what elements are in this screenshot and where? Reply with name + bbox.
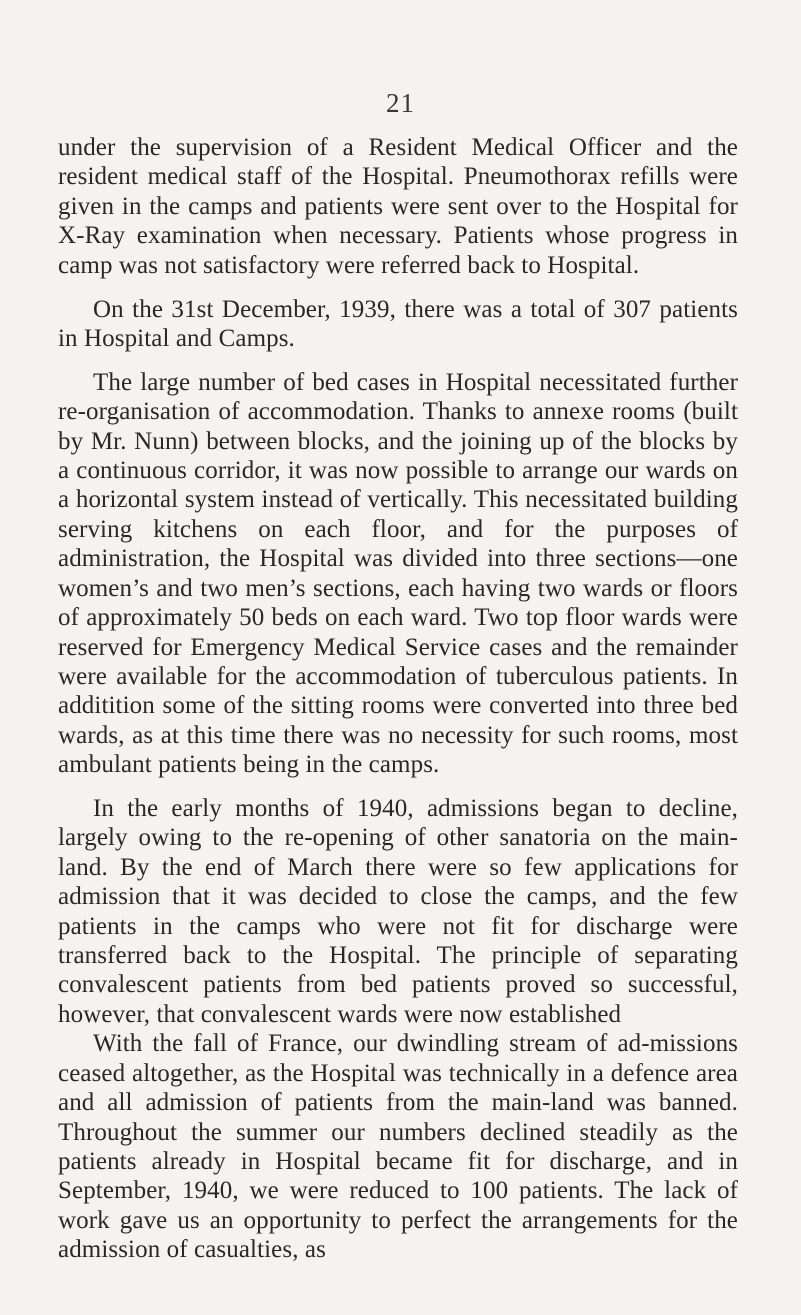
paragraph-2: On the 31st December, 1939, there was a total of 307 patients in Hospital and Camps.: [58, 295, 738, 352]
page-number: 21: [386, 88, 415, 118]
body-text: [58, 133, 738, 1265]
paragraph-1: under the supervision of a Resident Medical Officer and the resident medical staff of the Hospital. Pneumothorax refills were given in the camps and patients were sent over to the Hospital for X-Ray examination when necessary. Patients whose progress in camp was not satisfactory were referred back to Hospital.: [58, 134, 738, 279]
paragraph-4: In the early months of 1940, admissions began to decline, largely owing to the re-opening of other sanatoria on the main-land. By the end of March there were so few applications for admission that it was decided to close the camps, and the few patients in the camps who were not fit for discharge were transferred back to the Hospital. The principle of separating convalescent patients from bed patients proved so successful, however, that convalescent wards were now established: [58, 795, 738, 1028]
paragraph-5: With the fall of France, our dwindling stream of ad-missions ceased altogether, as the Hospital was technically in a defence area and all admission of patients from the main-land was banned. Throughout the summer our numbers declined steadily as the patients already in Hospital became fit for discharge, and in September, 1940, we were reduced to 100 patients. The lack of work gave us an opportunity to perfect the arrangements for the admission of casualties, as: [58, 1030, 738, 1264]
paragraph-3: The large number of bed cases in Hospital necessitated further re-organisation of accommodation. Thanks to annexe rooms (built by Mr. Nunn) between blocks, and the joining up of the blocks by a continuous corridor, it was now possible to arrange our wards on a horizontal system instead of vertically. This necessitated building serving kitchens on each floor, and for the purposes of administration, the Hospital was divided into three sections—one women’s and two men’s sections, each having two wards or floors of approximately 50 beds on each ward. Two top floor wards were reserved for Emergency Medical Service cases and the remainder were available for the accommodation of tuberculous patients. In additition some of the sitting rooms were converted into three bed wards, as at this time there was no necessity for such rooms, most ambulant patients being in the camps.: [58, 368, 738, 779]
